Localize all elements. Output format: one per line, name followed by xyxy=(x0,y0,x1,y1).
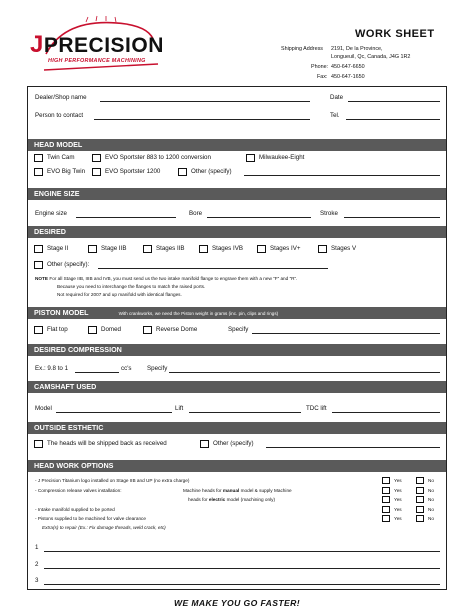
desired-header: DESIRED xyxy=(28,226,446,238)
camshaft-header: CAMSHAFT USED xyxy=(28,381,446,393)
logo-tagline: HIGH PERFORMANCE MACHINING xyxy=(48,58,146,64)
cc-unit-label: cc's xyxy=(121,365,132,372)
piston-specify-label: Specify xyxy=(228,326,249,333)
address-line-2: Longueuil, Qc, Canada, J4G 1R2 xyxy=(331,54,411,60)
extras-instructions: Extra(s) to repair (Ex.: Fix damage threads, weld crack, etc) xyxy=(42,525,166,530)
stage-iib-checkbox[interactable] xyxy=(88,245,97,253)
tel-field[interactable] xyxy=(346,119,440,120)
yes-label: Yes xyxy=(394,516,402,521)
stages-v-label: Stages V xyxy=(331,245,357,252)
esthetic-other-field[interactable] xyxy=(266,447,440,448)
compression-ratio-field[interactable] xyxy=(75,372,119,373)
footer-slogan: WE MAKE YOU GO FASTER! xyxy=(173,598,301,608)
repair-line-number: 3 xyxy=(35,577,39,584)
flat-top-checkbox[interactable] xyxy=(34,326,43,334)
repair-line-number: 1 xyxy=(35,544,39,551)
engine-size-label: Engine size xyxy=(35,210,67,217)
titanium-logo-no-checkbox[interactable] xyxy=(416,477,424,484)
reverse-dome-checkbox[interactable] xyxy=(143,326,152,334)
date-field[interactable] xyxy=(348,101,440,102)
work-sheet-form xyxy=(27,86,447,590)
compression-header: DESIRED COMPRESSION xyxy=(28,344,446,356)
stage-ii-label: Stage II xyxy=(47,245,69,252)
engine-size-field[interactable] xyxy=(76,217,176,218)
yes-label: Yes xyxy=(394,497,402,502)
manual-model-option: Machine heads for manual model & supply Machine xyxy=(183,488,292,493)
piston-specify-field[interactable] xyxy=(252,333,440,334)
dealer-field[interactable] xyxy=(100,101,310,102)
titanium-logo-yes-checkbox[interactable] xyxy=(382,477,390,484)
cam-model-label: Model xyxy=(35,405,52,412)
stages-iib-label: Stages IIB xyxy=(156,245,185,252)
head-other-label: Other (specify) xyxy=(191,168,232,175)
bore-label: Bore xyxy=(189,210,203,217)
reverse-dome-label: Reverse Dome xyxy=(156,326,198,333)
milwaukee-eight-checkbox[interactable] xyxy=(246,154,255,162)
phone-number: 450-647-6650 xyxy=(331,64,365,70)
esthetic-other-label: Other (specify) xyxy=(213,440,254,447)
flat-top-label: Flat top xyxy=(47,326,68,333)
desired-note-line-2: Because you need to interchange the flanges to match the raised ports. xyxy=(57,284,206,289)
page-title: WORK SHEET xyxy=(355,28,435,40)
stage-ii-checkbox[interactable] xyxy=(34,245,43,253)
manual-model-yes-checkbox[interactable] xyxy=(382,487,390,494)
evo-big-twin-label: EVO Big Twin xyxy=(47,168,86,175)
address-label: Shipping Address xyxy=(281,46,323,52)
address-line-1: 2191, De la Province, xyxy=(331,46,383,52)
cam-lift-label: Lift xyxy=(175,405,184,412)
compression-specify-field[interactable] xyxy=(169,372,440,373)
shipped-as-received-checkbox[interactable] xyxy=(34,440,43,448)
titanium-logo-line: - J Precision Titanium logo installed on Stage IIB and UP (no extra charge) xyxy=(35,478,190,483)
evo-883-checkbox[interactable] xyxy=(92,154,101,162)
evo-883-label: EVO Sportster 883 to 1200 conversion xyxy=(105,154,211,161)
cam-model-field[interactable] xyxy=(56,412,172,413)
stages-iib-checkbox[interactable] xyxy=(143,245,152,253)
no-label: No xyxy=(428,507,434,512)
stage-iib-label: Stage IIB xyxy=(101,245,127,252)
desired-other-checkbox[interactable] xyxy=(34,261,43,269)
person-field[interactable] xyxy=(94,119,310,120)
desired-other-field[interactable] xyxy=(98,268,328,269)
pistons-no-checkbox[interactable] xyxy=(416,515,424,522)
twin-cam-label: Twin Cam xyxy=(47,154,75,161)
compression-release-line: - Compression release valves installation: xyxy=(35,488,122,493)
twin-cam-checkbox[interactable] xyxy=(34,154,43,162)
cam-lift-field[interactable] xyxy=(189,412,301,413)
pistons-yes-checkbox[interactable] xyxy=(382,515,390,522)
stages-ivb-checkbox[interactable] xyxy=(199,245,208,253)
bore-field[interactable] xyxy=(207,217,311,218)
repair-line-3-field[interactable] xyxy=(44,584,440,585)
stages-v-checkbox[interactable] xyxy=(318,245,327,253)
fax-label: Fax: xyxy=(317,74,328,80)
desired-note-line-1: NOTE For all Stage IIB, IIIB and IVB, you must send us the two intake manifold flange to engrave them with a new “F” and “R”. xyxy=(35,276,298,281)
engine-size-header: ENGINE SIZE xyxy=(28,188,446,200)
intake-manifold-line: - Intake manifold supplied to be ported xyxy=(35,507,115,512)
stages-ivb-label: Stages IVB xyxy=(212,245,243,252)
intake-manifold-no-checkbox[interactable] xyxy=(416,506,424,513)
desired-note-line-3: Not required for 2007 and up manifold with identical flanges. xyxy=(57,292,182,297)
phone-label: Phone: xyxy=(311,64,329,70)
compression-example: Ex.: 9.8 to 1 xyxy=(35,365,69,372)
date-label: Date xyxy=(330,94,344,101)
head-other-field[interactable] xyxy=(244,175,440,176)
tel-label: Tel. xyxy=(330,112,340,119)
stroke-field[interactable] xyxy=(344,217,440,218)
no-label: No xyxy=(428,497,434,502)
manual-model-no-checkbox[interactable] xyxy=(416,487,424,494)
stages-iv-plus-checkbox[interactable] xyxy=(257,245,266,253)
yes-label: Yes xyxy=(394,507,402,512)
evo-1200-label: EVO Sportster 1200 xyxy=(105,168,161,175)
esthetic-header: OUTSIDE ESTHETIC xyxy=(28,422,446,434)
evo-big-twin-checkbox[interactable] xyxy=(34,168,43,176)
domed-label: Domed xyxy=(101,326,121,333)
stroke-label: Stroke xyxy=(320,210,338,217)
person-label: Person to contact xyxy=(35,112,84,119)
electric-model-option: heads for electric model (machining only) xyxy=(188,497,276,502)
head-work-header: HEAD WORK OPTIONS xyxy=(28,460,446,472)
milwaukee-eight-label: Milwaukee-Eight xyxy=(259,154,305,161)
fax-number: 450-647-1650 xyxy=(331,74,365,80)
tdc-lift-field[interactable] xyxy=(332,412,440,413)
tdc-lift-label: TDC lift xyxy=(306,405,327,412)
piston-model-header: PISTON MODEL With crankworks, we need the Piston weight in grams (inc. pin, clips and rings) xyxy=(28,307,446,319)
no-label: No xyxy=(428,488,434,493)
no-label: No xyxy=(428,478,434,483)
repair-line-2-field[interactable] xyxy=(44,568,440,569)
compression-specify-label: Specify xyxy=(147,365,168,372)
desired-other-label: Other (specify): xyxy=(47,261,90,268)
logo-wordmark: JPRECISION xyxy=(30,31,164,58)
pistons-machined-line: - Pistons supplied to be machined for valve clearance xyxy=(35,516,146,521)
piston-model-note: With crankworks, we need the Piston weight in grams (inc. pin, clips and rings) xyxy=(118,311,279,316)
head-other-checkbox[interactable] xyxy=(178,168,187,176)
esthetic-other-checkbox[interactable] xyxy=(200,440,209,448)
electric-model-no-checkbox[interactable] xyxy=(416,496,424,503)
yes-label: Yes xyxy=(394,488,402,493)
repair-line-number: 2 xyxy=(35,561,39,568)
evo-1200-checkbox[interactable] xyxy=(92,168,101,176)
shipped-as-received-label: The heads will be shipped back as received xyxy=(47,440,167,447)
repair-line-1-field[interactable] xyxy=(44,551,440,552)
domed-checkbox[interactable] xyxy=(88,326,97,334)
yes-label: Yes xyxy=(394,478,402,483)
intake-manifold-yes-checkbox[interactable] xyxy=(382,506,390,513)
no-label: No xyxy=(428,516,434,521)
electric-model-yes-checkbox[interactable] xyxy=(382,496,390,503)
stages-iv-plus-label: Stages IV+ xyxy=(270,245,301,252)
head-model-header: HEAD MODEL xyxy=(28,139,446,151)
dealer-label: Dealer/Shop name xyxy=(35,94,87,101)
